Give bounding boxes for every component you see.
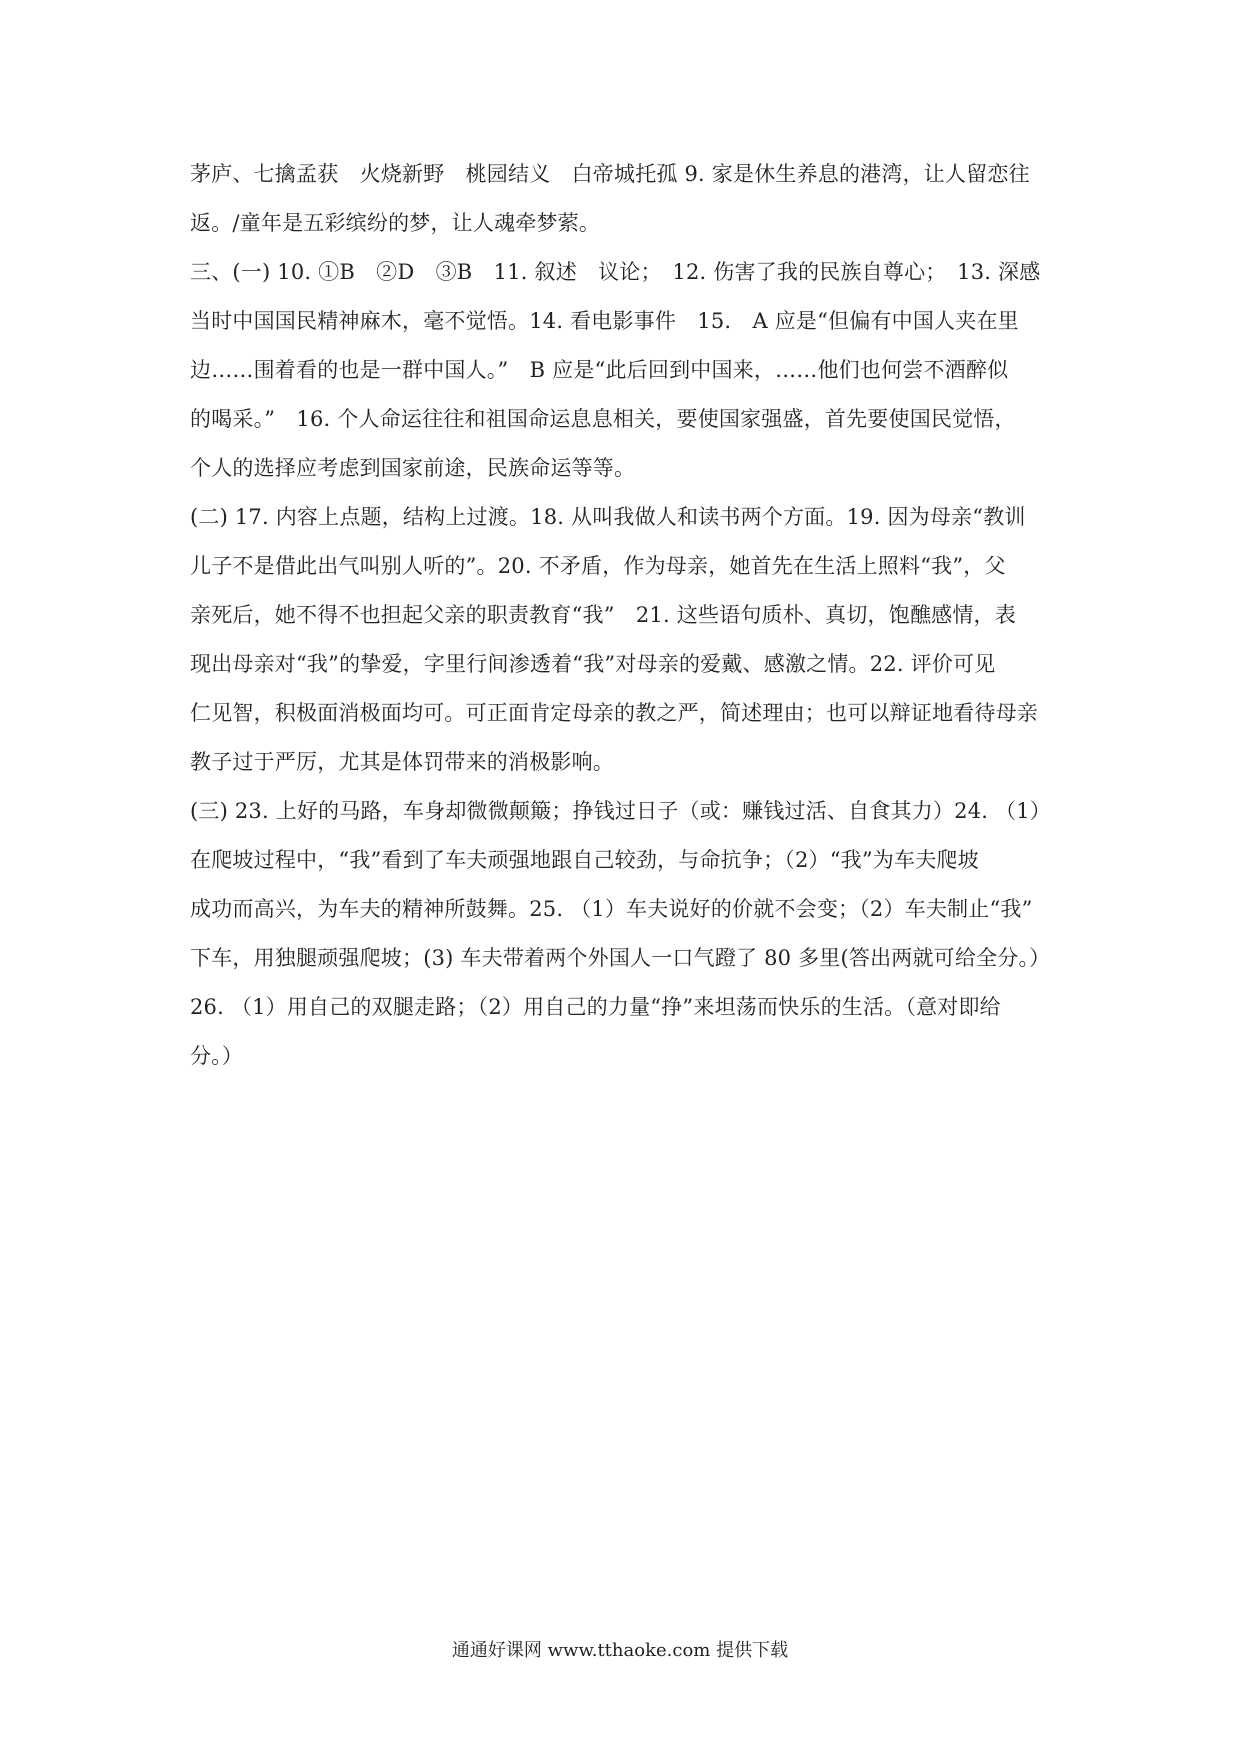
text-line: 返。/童年是五彩缤纷的梦，让人魂牵梦萦。 <box>190 211 601 235</box>
text-line: 分。） <box>190 1044 244 1068</box>
page-footer: 通通好课网 www.tthaoke.com 提供下载 <box>451 1640 789 1661</box>
text-line: (三) 23. 上好的马路，车身却微微颠簸；挣钱过日子（或：赚钱过活、自食其力）24. （1） <box>190 799 1051 823</box>
text-line: 现出母亲对“我”的挚爱，字里行间渗透着“我”对母亲的爱戴、感激之情。22. 评价可见 <box>190 652 996 676</box>
paragraph-section-3-3 <box>190 787 1056 1081</box>
text-line: 的喝采。” 16. 个人命运往往和祖国命运息息相关，要使国家强盛，首先要使国民觉悟， <box>190 407 1016 431</box>
text-line: 在爬坡过程中，“我”看到了车夫顽强地跟自己较劲，与命抗争；（2）“我”为车夫爬坡 <box>190 848 979 872</box>
text-line: 教子过于严厉，尤其是体罚带来的消极影响。 <box>190 750 614 774</box>
text-line: 26. （1）用自己的双腿走路；（2）用自己的力量“挣”来坦荡而快乐的生活。（意对即给 <box>190 995 1001 1019</box>
text-line: 边……围着看的也是一群中国人。” B 应是“此后回到中国来，……他们也何尝不酒醉似 <box>190 358 1009 382</box>
text-line: 亲死后，她不得不也担起父亲的职责教育“我” 21. 这些语句质朴、真切，饱醮感情，表 <box>190 603 1016 627</box>
text-line: 三、(一) 10. ①B ②D ③B 11. 叙述 议论； 12. 伤害了我的民族自尊心； 13. 深感 <box>190 260 1041 284</box>
answer-key-text <box>190 150 1056 1081</box>
text-line: 儿子不是借此出气叫别人听的”。20. 不矛盾，作为母亲，她首先在生活上照料“我”，父 <box>190 554 1006 578</box>
text-line: 下车，用独腿顽强爬坡；(3) 车夫带着两个外国人一口气蹬了 80 多里(答出两就可给全分。） <box>190 946 1051 970</box>
text-line: 成功而高兴，为车夫的精神所鼓舞。25. （1）车夫说好的价就不会变；（2）车夫制止“我” <box>190 897 1033 921</box>
text-line: 当时中国国民精神麻木，毫不觉悟。14. 看电影事件 15. A 应是“但偏有中国人夹在里 <box>190 309 1019 333</box>
text-line: 茅庐、七擒孟获 火烧新野 桃园结义 白帝城托孤 9. 家是休生养息的港湾，让人留恋往 <box>190 162 1030 186</box>
paragraph-section-1 <box>190 150 1056 248</box>
text-line: 仁见智，积极面消极面均可。可正面肯定母亲的教之严，简述理由；也可以辩证地看待母亲 <box>190 701 1038 725</box>
text-line: (二) 17. 内容上点题，结构上过渡。18. 从叫我做人和读书两个方面。19. 因为母亲“教训 <box>190 505 1026 529</box>
paragraph-section-3-2 <box>190 493 1056 787</box>
text-line: 个人的选择应考虑到国家前途，民族命运等等。 <box>190 456 636 480</box>
paragraph-section-3-1 <box>190 248 1056 493</box>
